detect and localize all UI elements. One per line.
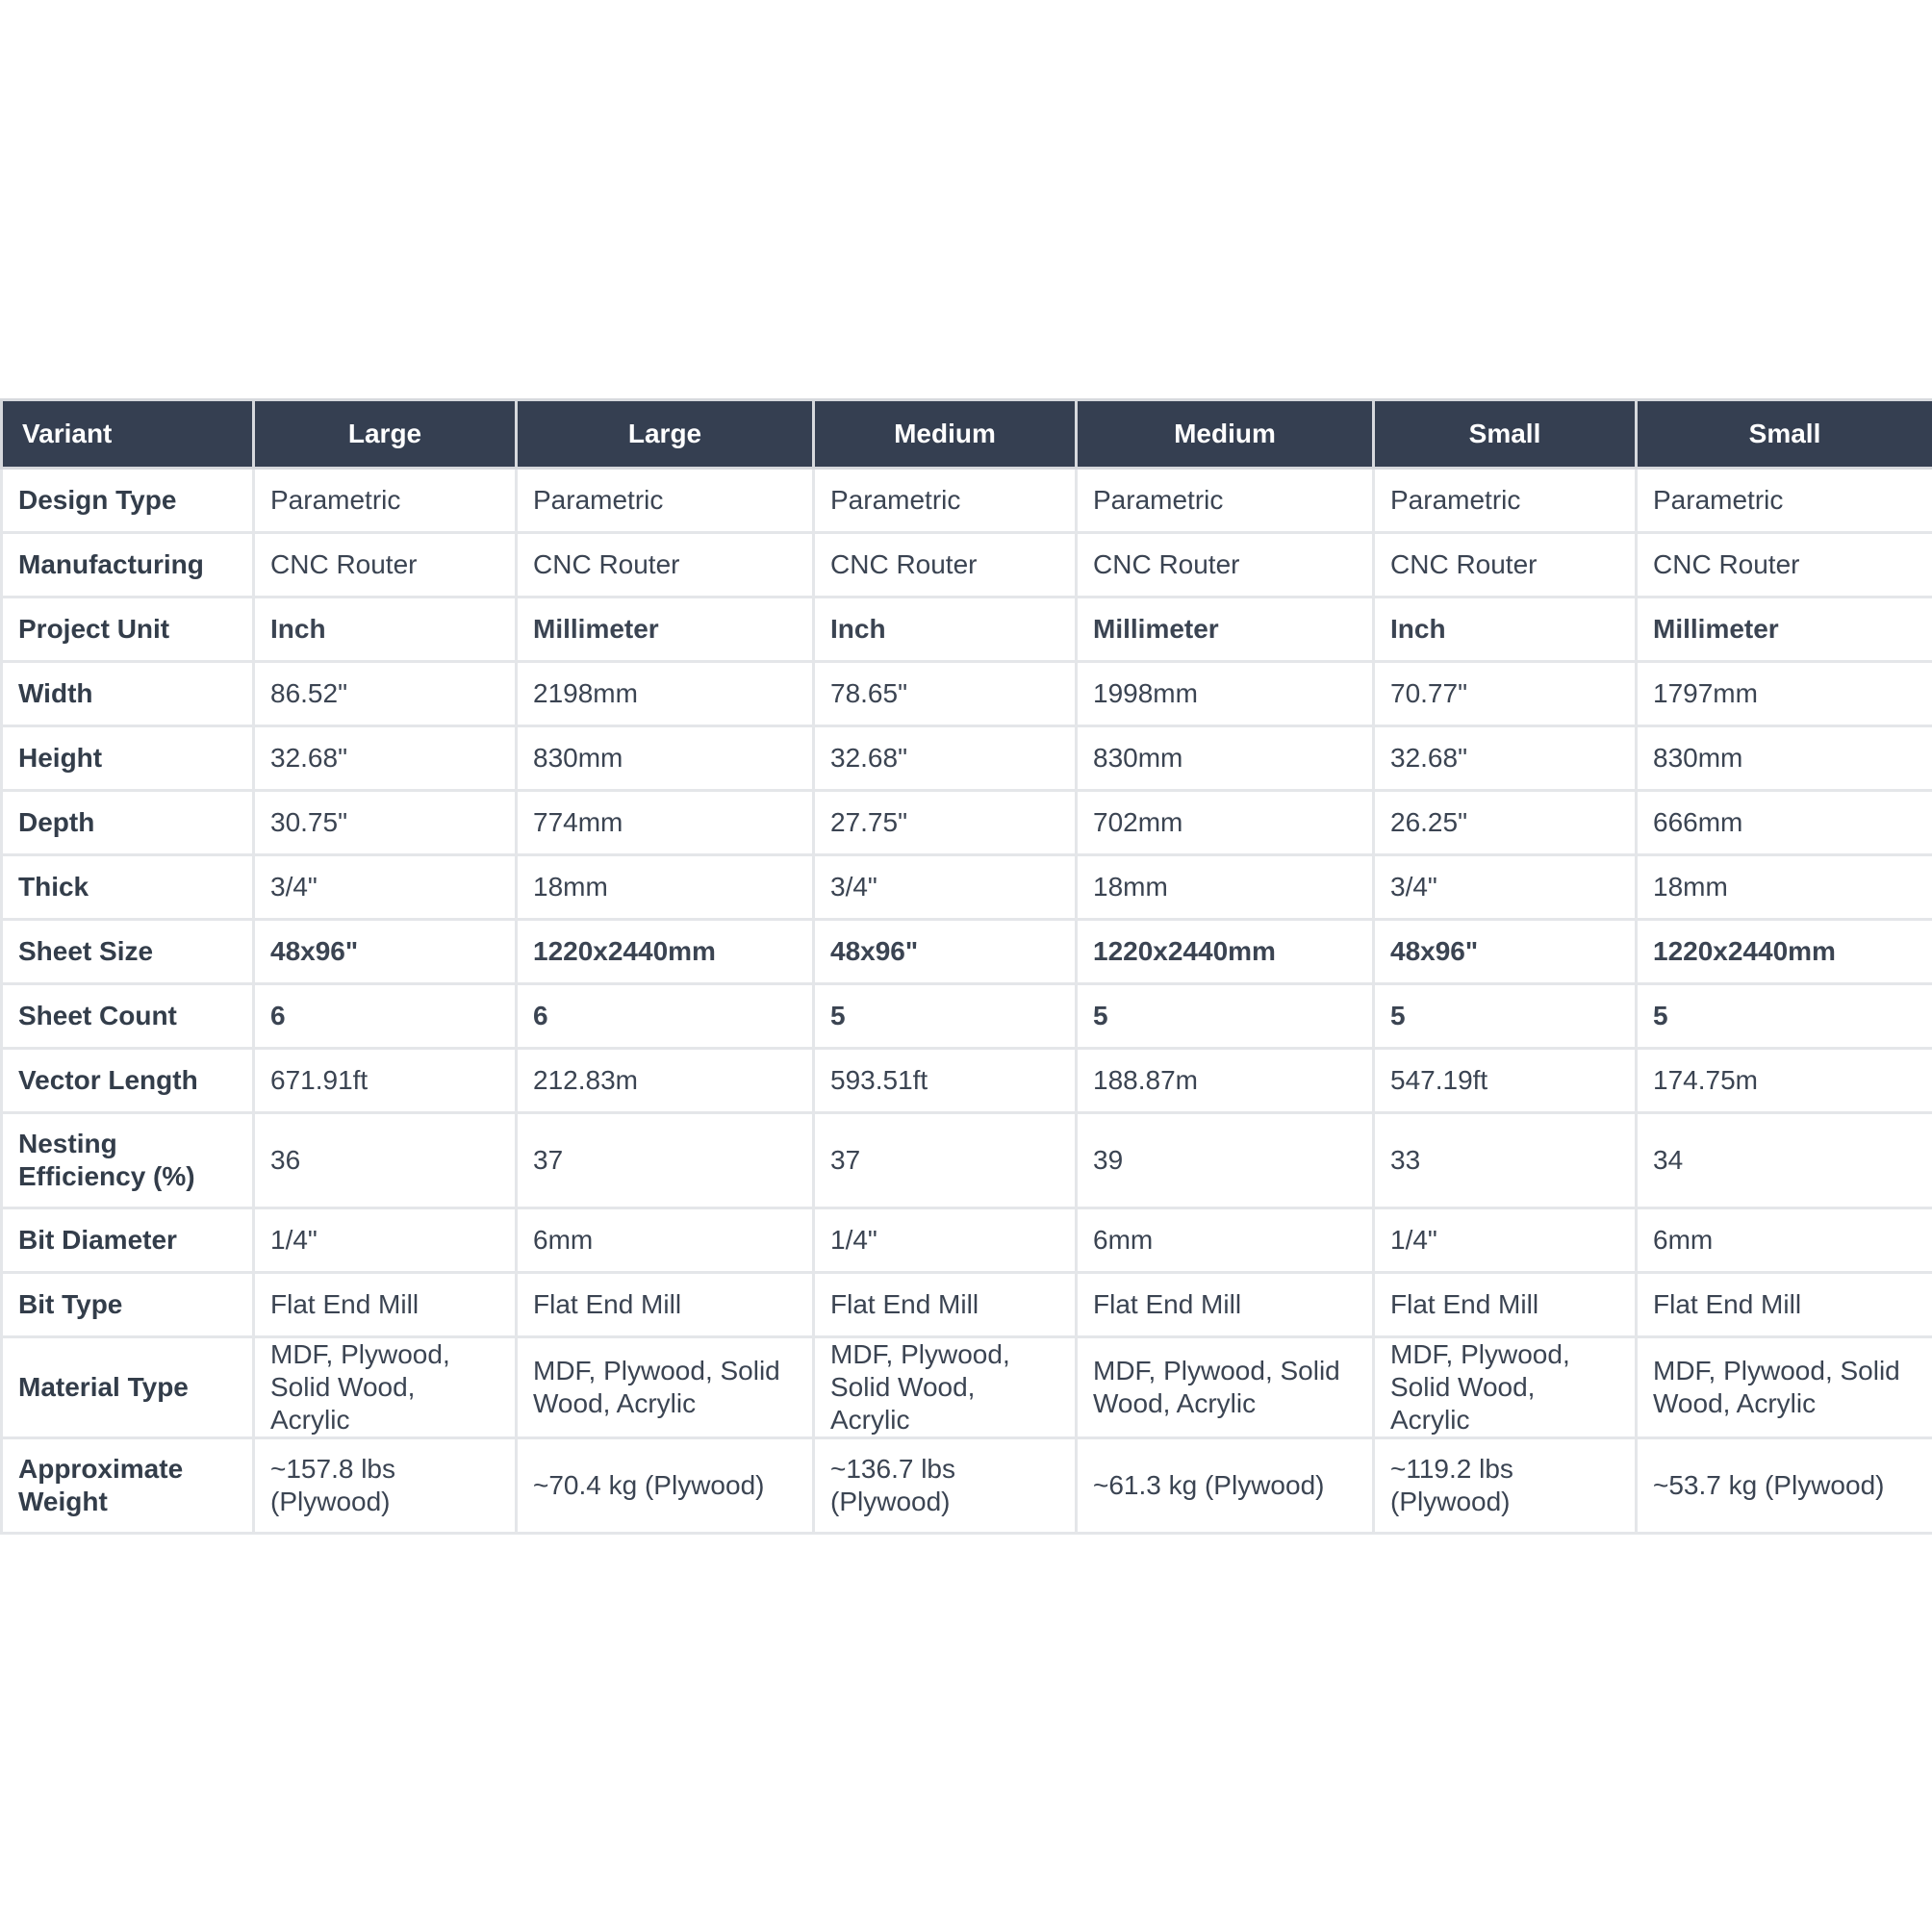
table-cell: 6	[517, 984, 814, 1049]
table-cell: 3/4"	[254, 855, 517, 920]
row-label: Manufacturing	[2, 533, 254, 597]
table-cell: 48x96"	[254, 920, 517, 984]
row-label: Height	[2, 726, 254, 791]
row-label: Thick	[2, 855, 254, 920]
table-row	[2, 855, 1932, 920]
table-cell: 86.52"	[254, 662, 517, 726]
table-cell: 666mm	[1637, 791, 1932, 855]
table-cell: ~61.3 kg (Plywood)	[1077, 1438, 1374, 1534]
table-cell: CNC Router	[814, 533, 1077, 597]
table-cell: Parametric	[1637, 469, 1932, 533]
row-label: Project Unit	[2, 597, 254, 662]
table-cell: Parametric	[254, 469, 517, 533]
table-cell: Inch	[814, 597, 1077, 662]
table-cell: MDF, Plywood, Solid Wood, Acrylic	[1374, 1337, 1637, 1438]
table-cell: CNC Router	[1637, 533, 1932, 597]
table-cell: 5	[1077, 984, 1374, 1049]
table-cell: MDF, Plywood, Solid Wood, Acrylic	[1077, 1337, 1374, 1438]
table-cell: Flat End Mill	[1374, 1273, 1637, 1337]
table-cell: 37	[517, 1113, 814, 1208]
table-cell: ~157.8 lbs (Plywood)	[254, 1438, 517, 1534]
table-cell: 18mm	[1637, 855, 1932, 920]
spec-table-container	[0, 398, 1932, 1535]
table-cell: ~136.7 lbs (Plywood)	[814, 1438, 1077, 1534]
table-cell: CNC Router	[254, 533, 517, 597]
table-cell: 593.51ft	[814, 1049, 1077, 1113]
table-row	[2, 1208, 1932, 1273]
table-cell: ~53.7 kg (Plywood)	[1637, 1438, 1932, 1534]
table-cell: 6	[254, 984, 517, 1049]
table-cell: MDF, Plywood, Solid Wood, Acrylic	[814, 1337, 1077, 1438]
table-row	[2, 1337, 1932, 1438]
table-cell: MDF, Plywood, Solid Wood, Acrylic	[517, 1337, 814, 1438]
header-cell: Medium	[814, 400, 1077, 469]
table-row	[2, 1273, 1932, 1337]
table-cell: Flat End Mill	[814, 1273, 1077, 1337]
row-label: Width	[2, 662, 254, 726]
table-cell: Parametric	[1077, 469, 1374, 533]
table-cell: 702mm	[1077, 791, 1374, 855]
header-cell-variant: Variant	[2, 400, 254, 469]
row-label: Bit Diameter	[2, 1208, 254, 1273]
table-cell: 1/4"	[1374, 1208, 1637, 1273]
row-label: Sheet Size	[2, 920, 254, 984]
table-cell: 48x96"	[814, 920, 1077, 984]
table-cell: 2198mm	[517, 662, 814, 726]
table-body	[2, 469, 1932, 1534]
row-label: Bit Type	[2, 1273, 254, 1337]
table-cell: 774mm	[517, 791, 814, 855]
table-row	[2, 920, 1932, 984]
table-cell: 5	[814, 984, 1077, 1049]
row-label: Sheet Count	[2, 984, 254, 1049]
table-cell: 5	[1374, 984, 1637, 1049]
table-cell: Inch	[254, 597, 517, 662]
table-cell: 18mm	[517, 855, 814, 920]
table-cell: 1/4"	[254, 1208, 517, 1273]
table-cell: CNC Router	[1077, 533, 1374, 597]
table-row	[2, 469, 1932, 533]
table-cell: 212.83m	[517, 1049, 814, 1113]
table-row	[2, 662, 1932, 726]
table-cell: 188.87m	[1077, 1049, 1374, 1113]
row-label: Approximate Weight	[2, 1438, 254, 1534]
table-row	[2, 984, 1932, 1049]
table-cell: 39	[1077, 1113, 1374, 1208]
table-cell: 3/4"	[814, 855, 1077, 920]
table-cell: Parametric	[517, 469, 814, 533]
table-row	[2, 726, 1932, 791]
table-cell: 830mm	[1077, 726, 1374, 791]
table-cell: ~70.4 kg (Plywood)	[517, 1438, 814, 1534]
table-row	[2, 1049, 1932, 1113]
table-cell: 78.65"	[814, 662, 1077, 726]
header-cell: Large	[517, 400, 814, 469]
table-cell: 32.68"	[1374, 726, 1637, 791]
table-cell: Parametric	[1374, 469, 1637, 533]
table-cell: 48x96"	[1374, 920, 1637, 984]
table-row	[2, 1438, 1932, 1534]
table-cell: 26.25"	[1374, 791, 1637, 855]
table-cell: 34	[1637, 1113, 1932, 1208]
header-row	[2, 400, 1932, 469]
table-row	[2, 533, 1932, 597]
table-cell: 32.68"	[814, 726, 1077, 791]
table-cell: 6mm	[517, 1208, 814, 1273]
table-row	[2, 791, 1932, 855]
table-cell: 3/4"	[1374, 855, 1637, 920]
table-cell: Flat End Mill	[1637, 1273, 1932, 1337]
table-cell: Inch	[1374, 597, 1637, 662]
table-cell: Flat End Mill	[254, 1273, 517, 1337]
table-cell: 37	[814, 1113, 1077, 1208]
table-cell: 36	[254, 1113, 517, 1208]
header-cell: Medium	[1077, 400, 1374, 469]
table-cell: MDF, Plywood, Solid Wood, Acrylic	[254, 1337, 517, 1438]
table-cell: 32.68"	[254, 726, 517, 791]
row-label: Depth	[2, 791, 254, 855]
table-cell: 30.75"	[254, 791, 517, 855]
table-cell: Millimeter	[517, 597, 814, 662]
table-cell: CNC Router	[517, 533, 814, 597]
table-cell: 5	[1637, 984, 1932, 1049]
table-cell: 830mm	[517, 726, 814, 791]
table-cell: 1998mm	[1077, 662, 1374, 726]
row-label: Vector Length	[2, 1049, 254, 1113]
header-cell: Large	[254, 400, 517, 469]
table-cell: 27.75"	[814, 791, 1077, 855]
table-cell: Flat End Mill	[1077, 1273, 1374, 1337]
table-cell: 671.91ft	[254, 1049, 517, 1113]
table-cell: 547.19ft	[1374, 1049, 1637, 1113]
header-cell: Small	[1374, 400, 1637, 469]
table-cell: 18mm	[1077, 855, 1374, 920]
row-label: Design Type	[2, 469, 254, 533]
header-cell: Small	[1637, 400, 1932, 469]
table-cell: 6mm	[1077, 1208, 1374, 1273]
table-cell: CNC Router	[1374, 533, 1637, 597]
row-label: Nesting Efficiency (%)	[2, 1113, 254, 1208]
table-cell: Flat End Mill	[517, 1273, 814, 1337]
table-cell: 1220x2440mm	[1077, 920, 1374, 984]
table-cell: ~119.2 lbs (Plywood)	[1374, 1438, 1637, 1534]
table-row	[2, 597, 1932, 662]
row-label: Material Type	[2, 1337, 254, 1438]
variant-spec-table	[0, 398, 1932, 1535]
table-cell: Parametric	[814, 469, 1077, 533]
table-cell: 1/4"	[814, 1208, 1077, 1273]
table-cell: 174.75m	[1637, 1049, 1932, 1113]
table-cell: 1220x2440mm	[1637, 920, 1932, 984]
table-cell: Millimeter	[1077, 597, 1374, 662]
table-cell: 1220x2440mm	[517, 920, 814, 984]
table-cell: 70.77"	[1374, 662, 1637, 726]
table-cell: Millimeter	[1637, 597, 1932, 662]
table-cell: MDF, Plywood, Solid Wood, Acrylic	[1637, 1337, 1932, 1438]
table-cell: 830mm	[1637, 726, 1932, 791]
table-cell: 6mm	[1637, 1208, 1932, 1273]
table-cell: 1797mm	[1637, 662, 1932, 726]
table-cell: 33	[1374, 1113, 1637, 1208]
table-row	[2, 1113, 1932, 1208]
